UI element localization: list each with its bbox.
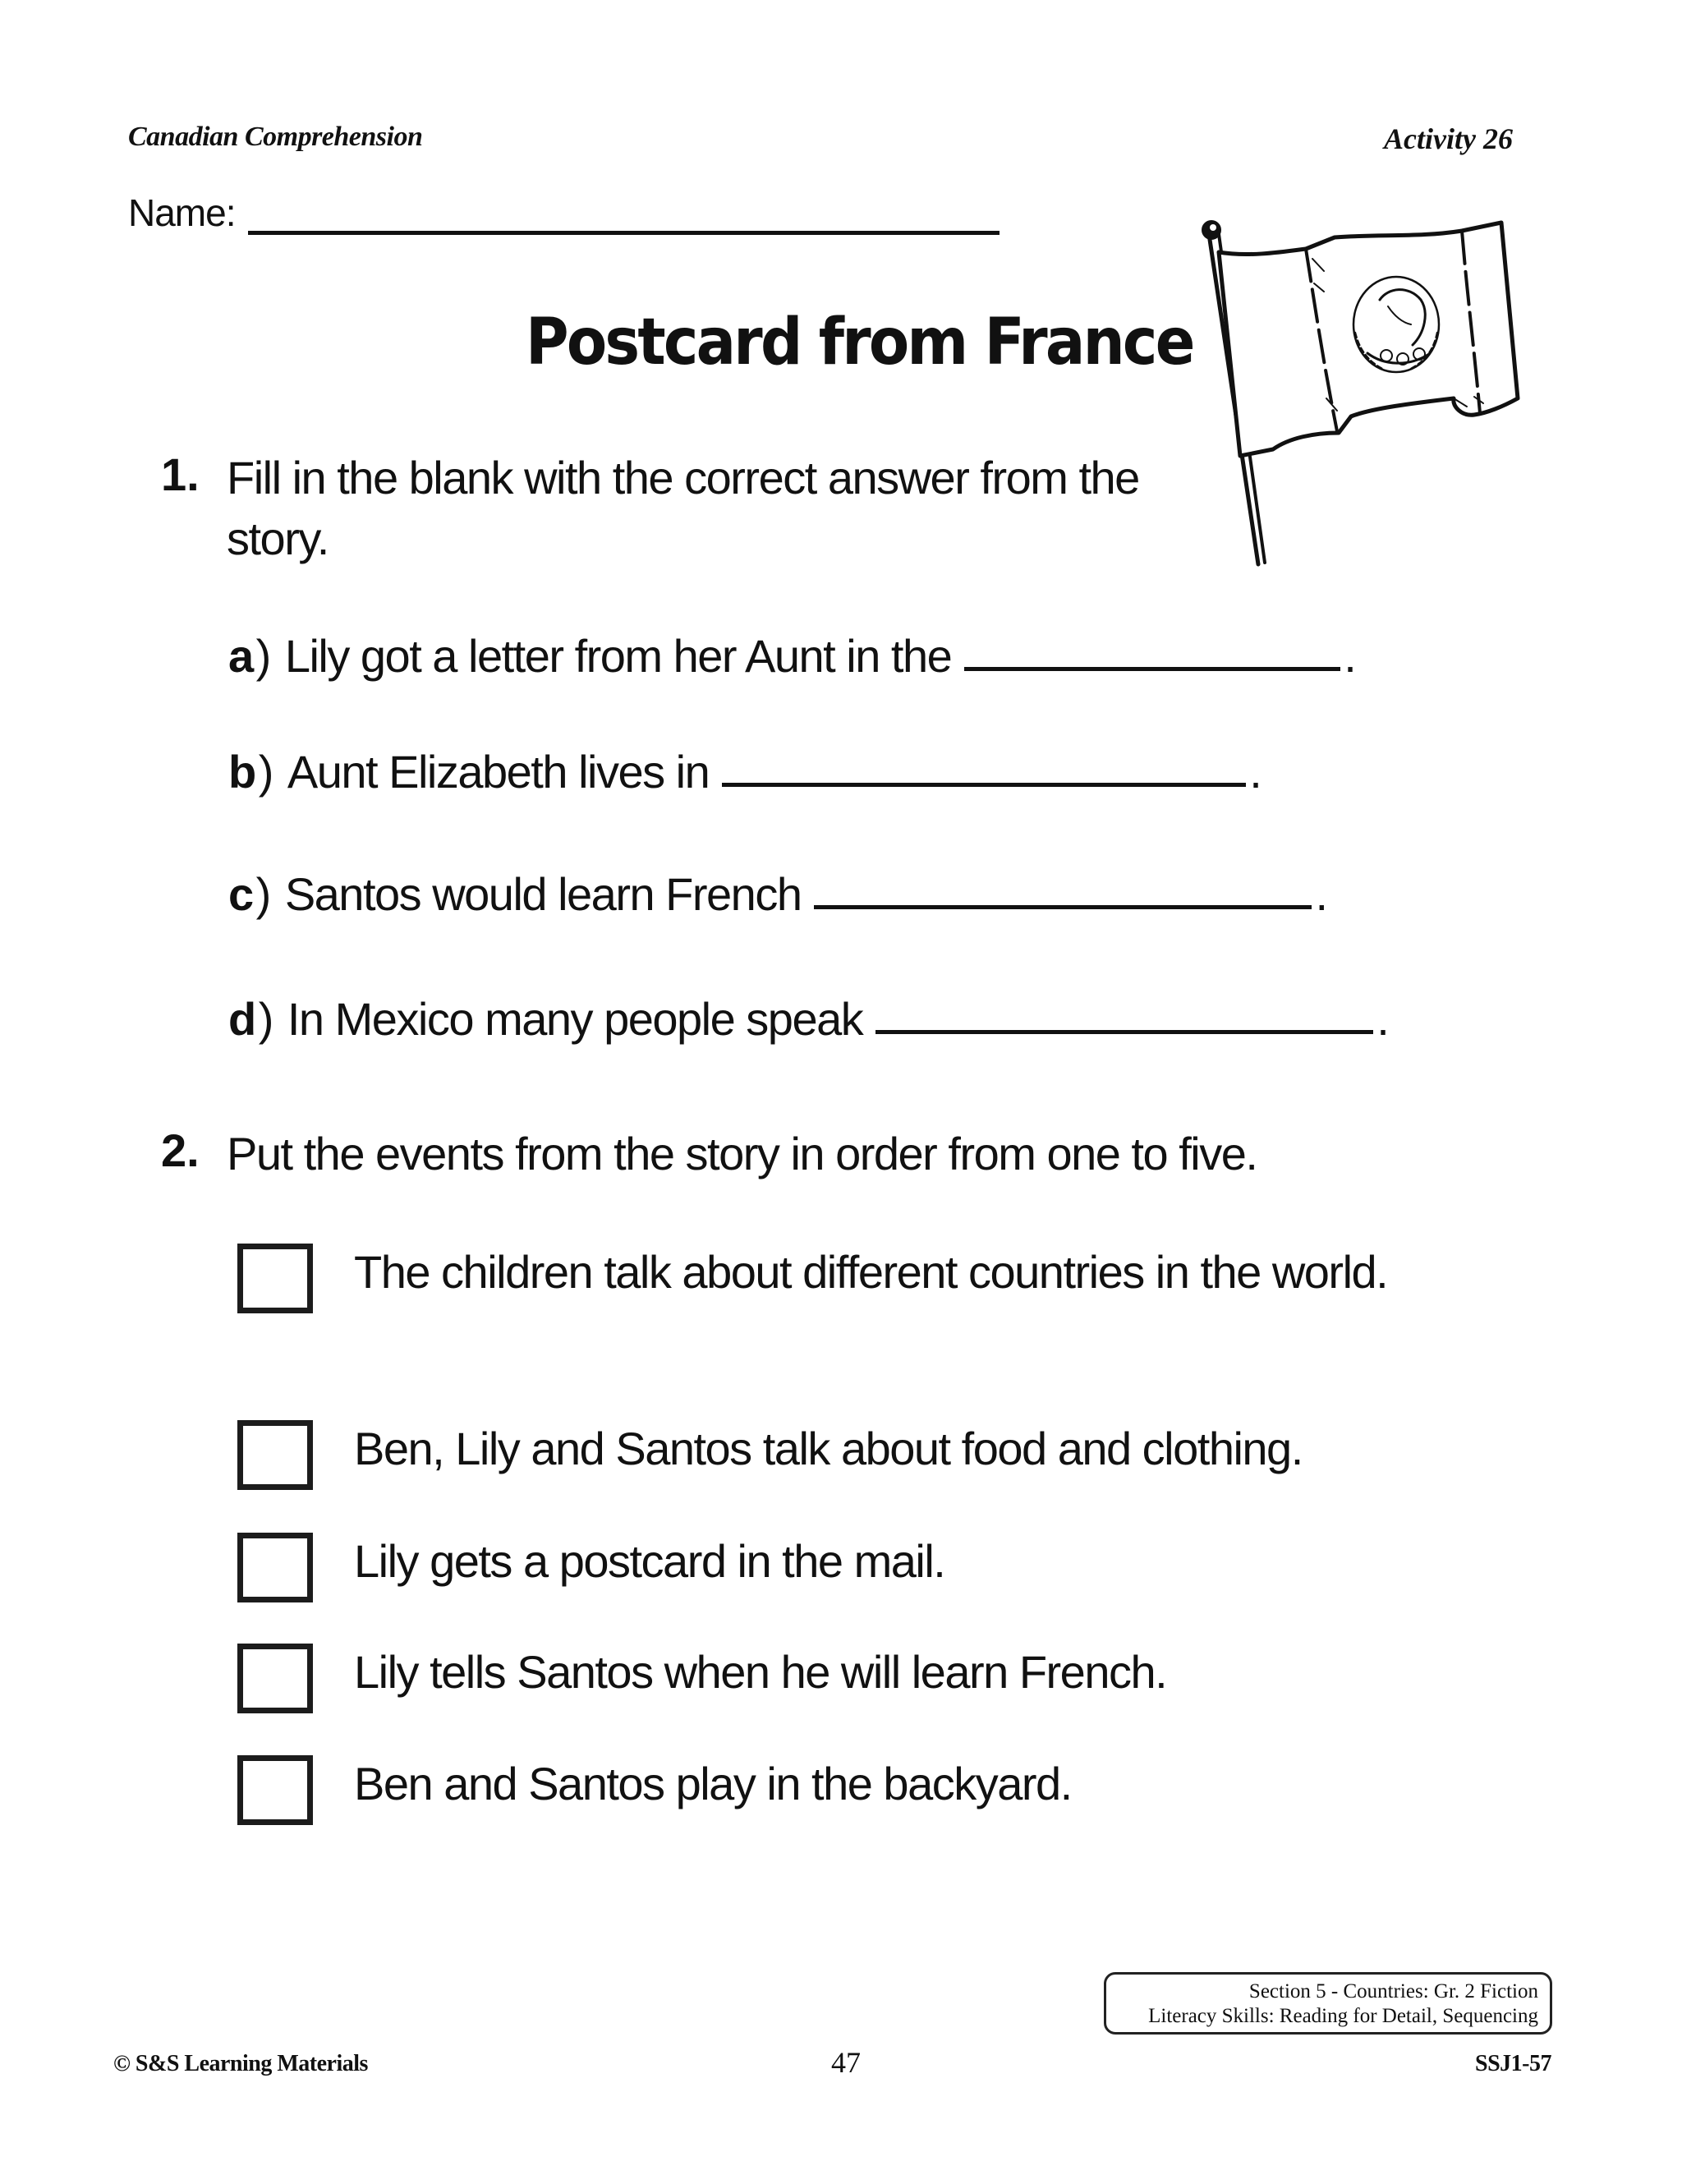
order-checkbox[interactable]: [237, 1420, 313, 1490]
item-period: .: [1344, 630, 1356, 682]
order-checkbox[interactable]: [237, 1644, 313, 1713]
question-1-number: 1.: [161, 448, 200, 500]
order-checkbox[interactable]: [237, 1755, 313, 1825]
item-letter: b: [228, 746, 255, 798]
item-paren: ): [255, 630, 270, 682]
sequence-item-4: [237, 1642, 1568, 1713]
question-1-prompt: Fill in the blank with the correct answer from the story.: [227, 452, 1139, 564]
item-text: Lily got a letter from her Aunt in the: [284, 630, 952, 682]
name-label: Name: [128, 191, 226, 234]
sequence-item-2: [237, 1418, 1568, 1490]
product-code: SSJ1-57: [1475, 2051, 1551, 2076]
item-letter: c: [228, 868, 253, 920]
copyright: © S&S Learning Materials: [113, 2051, 368, 2076]
question-2-prompt: Put the events from the story in order from one to five.: [227, 1128, 1257, 1179]
question-2: [161, 1124, 1557, 1184]
page-number: 47: [831, 2046, 861, 2079]
curriculum-section: Section 5 - Countries: Gr. 2 Fiction: [1248, 1980, 1538, 2002]
order-checkbox[interactable]: [237, 1244, 313, 1313]
item-paren: ): [255, 868, 270, 920]
curriculum-skills: Literacy Skills: Reading for Detail, Sequencing: [1148, 2005, 1538, 2027]
sequence-item-text: Lily gets a postcard in the mail.: [354, 1535, 945, 1587]
order-checkbox[interactable]: [237, 1533, 313, 1602]
name-colon: :: [225, 191, 237, 234]
item-text: Santos would learn French: [284, 868, 802, 920]
fill-blank-item-b: [228, 745, 1261, 798]
sequence-item-text: The children talk about different countries in the world.: [354, 1246, 1388, 1298]
sequence-item-text: Lily tells Santos when he will learn French.: [354, 1646, 1167, 1698]
item-text: Aunt Elizabeth lives in: [287, 746, 710, 798]
fill-blank-item-d: [228, 992, 1388, 1046]
sequence-item-5: [237, 1754, 1568, 1825]
answer-blank-c[interactable]: [814, 897, 1312, 909]
item-period: .: [1249, 746, 1262, 798]
curriculum-info-box: [1104, 1972, 1552, 2035]
activity-number: Activity 26: [1384, 122, 1513, 155]
fill-blank-item-a: [228, 629, 1355, 683]
series-title: Canadian Comprehension: [128, 122, 423, 152]
item-letter: d: [228, 993, 255, 1045]
mexican-flag-icon: [1191, 209, 1569, 571]
fill-blank-item-c: [228, 867, 1327, 921]
item-paren: ): [258, 746, 273, 798]
question-1: [161, 448, 1179, 569]
sequence-item-3: [237, 1531, 1568, 1602]
page-title: Postcard from France: [526, 306, 1193, 379]
answer-blank-d[interactable]: [875, 1022, 1373, 1034]
item-paren: ): [258, 993, 273, 1045]
sequence-item-text: Ben and Santos play in the backyard.: [354, 1758, 1072, 1809]
item-letter: a: [228, 630, 253, 682]
name-input-line[interactable]: [248, 206, 1000, 235]
sequence-item-text: Ben, Lily and Santos talk about food and clothing.: [354, 1423, 1303, 1474]
answer-blank-a[interactable]: [964, 659, 1340, 671]
sequence-item-1: [237, 1242, 1568, 1313]
name-field-row: [128, 191, 1000, 235]
item-period: .: [1315, 868, 1327, 920]
item-period: .: [1376, 993, 1389, 1045]
question-2-number: 2.: [161, 1124, 200, 1176]
answer-blank-b[interactable]: [722, 775, 1246, 787]
item-text: In Mexico many people speak: [287, 993, 863, 1045]
